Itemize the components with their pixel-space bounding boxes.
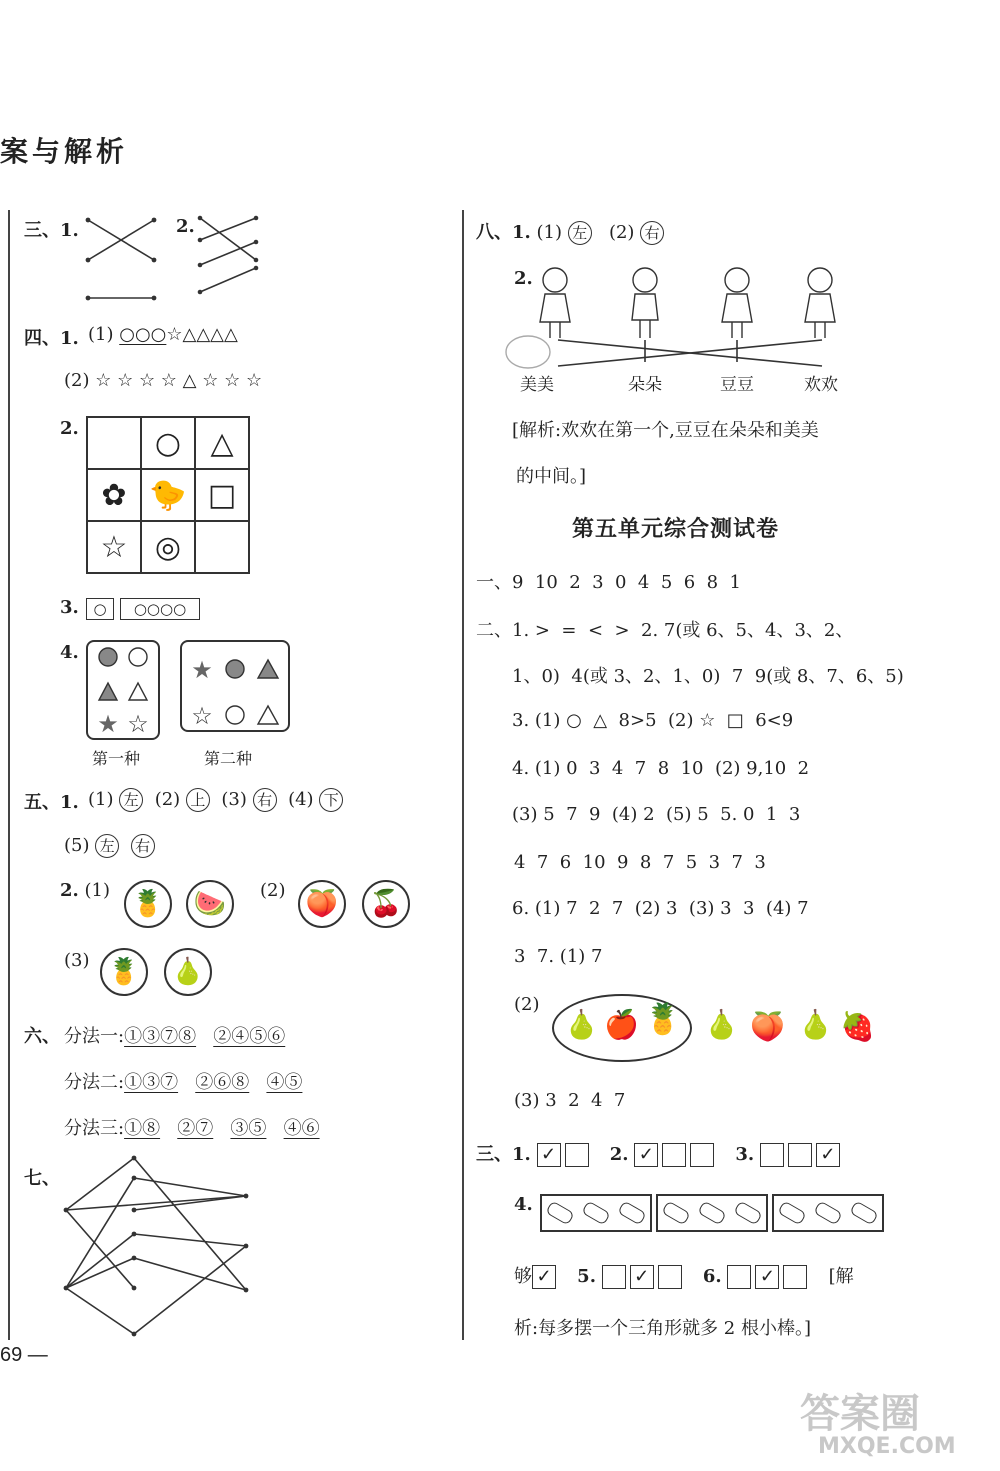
s6-method-3 (64, 1114, 320, 1140)
check-box: ✓ (537, 1143, 561, 1167)
candy-icon (661, 1200, 691, 1225)
check-box (690, 1143, 714, 1167)
grid-cell: 🐤 (141, 469, 195, 521)
watermark-logo: 答案圈 (800, 1391, 920, 1437)
grid-cell (195, 521, 249, 573)
grid-cell: ✿ (87, 469, 141, 521)
check-box (658, 1265, 682, 1289)
unit5-title: 第五单元综合测试卷 (572, 516, 780, 542)
center-rule (462, 210, 464, 1340)
check-box: ✓ (532, 1265, 556, 1289)
s6-group: ①③⑦⑧ (124, 1026, 197, 1047)
grid-cell (87, 417, 141, 469)
grid-cell: ☆ (87, 521, 141, 573)
unit5-line: (3) 3 2 4 7 (514, 1090, 626, 1111)
s3-q6: 6. (702, 1266, 722, 1287)
grid-cell: ○ (141, 417, 195, 469)
check-box: ✓ (630, 1265, 654, 1289)
s6-group: ②⑥⑧ (195, 1072, 250, 1093)
candy-icon (545, 1200, 575, 1225)
s5-num: (2) (154, 789, 181, 810)
s4-q4-box2 (180, 640, 290, 732)
s5-answer: 右 (131, 834, 155, 858)
unit5-line: 一、9 10 2 3 0 4 5 6 8 1 (476, 572, 741, 593)
unit5-line: 1、0) 4(或 3、2、1、0) 7 9(或 8、7、6、5) (512, 666, 904, 687)
pineapple-icon: 🍍 (124, 880, 172, 928)
pineapple-icon: 🍍 (100, 948, 148, 996)
s8-analysis-2: 的中间。] (516, 466, 587, 487)
s7-line-diagram (60, 1152, 260, 1342)
s8-name: 朵朵 (628, 375, 662, 395)
s4-q1-1-underlined: ○○○ (119, 324, 167, 345)
s4-q2-num: 2. (60, 418, 79, 439)
svg-text:★: ★ (97, 710, 119, 738)
svg-text:★: ★ (191, 656, 213, 684)
pear-icon: 🍐 (564, 1008, 599, 1041)
s6-group: ②⑦ (177, 1118, 214, 1139)
check-box (565, 1143, 589, 1167)
unit5-line: 3 7. (1) 7 (514, 946, 603, 967)
s8-name: 豆豆 (720, 375, 754, 395)
pear-icon: 🍐 (704, 1008, 739, 1041)
left-rule (8, 210, 10, 1340)
candy-box (656, 1194, 768, 1232)
candy-icon (777, 1200, 807, 1225)
grid-cell: □ (195, 469, 249, 521)
candy-box (772, 1194, 884, 1232)
s6-group: ④⑥ (283, 1118, 320, 1139)
s5-answer: 右 (253, 788, 277, 812)
unit5-line: 4 7 6 10 9 8 7 5 3 7 3 (514, 852, 766, 873)
candy-icon (849, 1200, 879, 1225)
s6-group: ②④⑤⑥ (213, 1026, 286, 1047)
unit5-analysis: 析:每多摆一个三角形就多 2 根小棒。] (514, 1318, 811, 1339)
s5-answer: 上 (186, 788, 210, 812)
unit5-line: 6. (1) 7 2 7 (2) 3 (3) 3 3 (4) 7 (512, 898, 809, 919)
s4-q4-num: 4. (60, 642, 79, 663)
s4-q1-1-rest: ☆△△△△ (166, 324, 238, 345)
s4-q1-2 (64, 370, 262, 391)
s5-q2-p1: (1) (84, 880, 111, 901)
s3-q5: 5. (577, 1266, 596, 1287)
s6-method-name: 分法一: (64, 1026, 125, 1047)
s4-grid (86, 416, 250, 574)
check-box (788, 1143, 812, 1167)
s5-label: 五、1. (24, 792, 79, 813)
unit5-line: (3) 5 7 9 (4) 2 (5) 5 5. 0 1 3 (512, 804, 801, 825)
s8-label: 八、1. (476, 222, 531, 243)
s3-q4: 4. (514, 1194, 533, 1215)
unit5-line: 4. (1) 0 3 4 7 8 10 (2) 9,10 2 (512, 758, 810, 779)
s5-num: (1) (88, 789, 114, 810)
unit5-line: (2) (514, 994, 540, 1015)
s4-q3-box1: ○ (86, 598, 114, 620)
check-box (602, 1265, 626, 1289)
s6-group: ①⑧ (124, 1118, 161, 1139)
s3-label-2: 2. (176, 216, 195, 237)
candy-icon (617, 1200, 647, 1225)
candy-icon (813, 1200, 843, 1225)
s4-label: 四、1. (24, 328, 79, 349)
check-box (783, 1265, 807, 1289)
check-box: ✓ (755, 1265, 779, 1289)
unit5-s3-row3 (514, 1262, 854, 1289)
check-box (760, 1143, 784, 1167)
pear-icon: 🍐 (798, 1008, 833, 1041)
s8-name: 欢欢 (804, 375, 838, 395)
svg-text:☆: ☆ (127, 710, 149, 738)
s3-matching-2 (194, 210, 264, 300)
bracket-text: [解 (828, 1266, 854, 1287)
s6-method-name: 分法二: (64, 1072, 125, 1093)
s7-label: 七、 (24, 1168, 60, 1189)
strawberry-icon: 🍓 (840, 1010, 875, 1043)
s6-group: ③⑤ (230, 1118, 267, 1139)
s8-name: 美美 (520, 375, 554, 395)
check-box: ✓ (634, 1143, 658, 1167)
s8-analysis-1: [解析:欢欢在第一个,豆豆在朵朵和美美 (512, 420, 819, 441)
grid-cell: ◎ (141, 521, 195, 573)
s8-num: (1) (536, 222, 563, 243)
s8-answer: 右 (640, 221, 664, 245)
candy-icon (697, 1200, 727, 1225)
pear-icon: 🍐 (164, 948, 212, 996)
s5-q2 (60, 880, 110, 901)
watermark-url: MXQE.COM (818, 1434, 956, 1459)
s4-q3-num: 3. (60, 597, 79, 618)
s8-q2-num: 2. (514, 268, 533, 289)
s5-answer: 左 (119, 788, 143, 812)
peach-icon: 🍑 (750, 1010, 785, 1043)
pineapple-icon: 🍍 (644, 1002, 682, 1037)
s5-num: (4) (288, 789, 314, 810)
check-box: ✓ (816, 1143, 840, 1167)
unit5-line: 二、1. > = < > 2. 7(或 6、5、4、3、2、 (476, 620, 854, 641)
s5-row2 (64, 834, 155, 858)
apple-icon: 🍎 (604, 1008, 639, 1041)
check-box (662, 1143, 686, 1167)
page-number: 69 — (0, 1344, 48, 1366)
unit5-s3-row1 (476, 1140, 844, 1167)
s4-q3-box2: ○○○○ (120, 598, 200, 620)
s3-label: 三、1. (24, 220, 79, 241)
s6-group: ①③⑦ (124, 1072, 179, 1093)
s3-label: 三、1. (476, 1144, 531, 1165)
s5-q2-num: 2. (60, 880, 79, 901)
s3-q3: 3. (735, 1144, 755, 1165)
s8-q1 (476, 218, 664, 245)
grid-cell: △ (195, 417, 249, 469)
peach-icon: 🍑 (298, 880, 346, 928)
s8-num: (2) (608, 222, 635, 243)
s6-method-name: 分法三: (64, 1118, 125, 1139)
s4-q4-box1 (86, 640, 160, 740)
s5-row1 (88, 788, 343, 812)
s3-q2: 2. (609, 1144, 629, 1165)
s4-q4-caption-1: 第一种 (92, 749, 141, 768)
s4-q1-1-num: (1) (88, 324, 114, 345)
svg-text:☆: ☆ (191, 702, 213, 730)
gou-label: 够 (514, 1266, 532, 1287)
s8-girls-figure (500, 262, 840, 372)
s8-answer: 左 (568, 221, 592, 245)
s6-group: ④⑤ (266, 1072, 303, 1093)
page-title: 案与解析 (0, 135, 129, 168)
unit5-line: 3. (1) ○ △ 8>5 (2) ☆ □ 6<9 (512, 710, 794, 731)
candy-icon (581, 1200, 611, 1225)
s5-q2-p2: (2) (260, 880, 286, 901)
s4-q1-2-num: (2) (64, 370, 90, 391)
candy-box (540, 1194, 652, 1232)
s5-num: (5) (64, 835, 90, 856)
s5-num: (3) (221, 789, 247, 810)
s5-answer: 下 (319, 788, 343, 812)
check-box (727, 1265, 751, 1289)
s4-q1-1 (88, 324, 238, 345)
s5-q2-p3: (3) (64, 950, 90, 971)
s4-q1-2-text: ☆ ☆ ☆ ☆ △ ☆ ☆ ☆ (95, 370, 263, 391)
s6-method-2 (64, 1068, 302, 1094)
s5-answer: 左 (95, 834, 119, 858)
s4-q4-caption-2: 第二种 (204, 749, 253, 768)
candy-icon (733, 1200, 763, 1225)
s3-matching-1 (82, 210, 162, 305)
watermelon-icon: 🍉 (186, 880, 234, 928)
s6-label: 六、 (24, 1026, 60, 1047)
cherry-icon: 🍒 (362, 880, 410, 928)
s6-method-1 (64, 1022, 285, 1048)
